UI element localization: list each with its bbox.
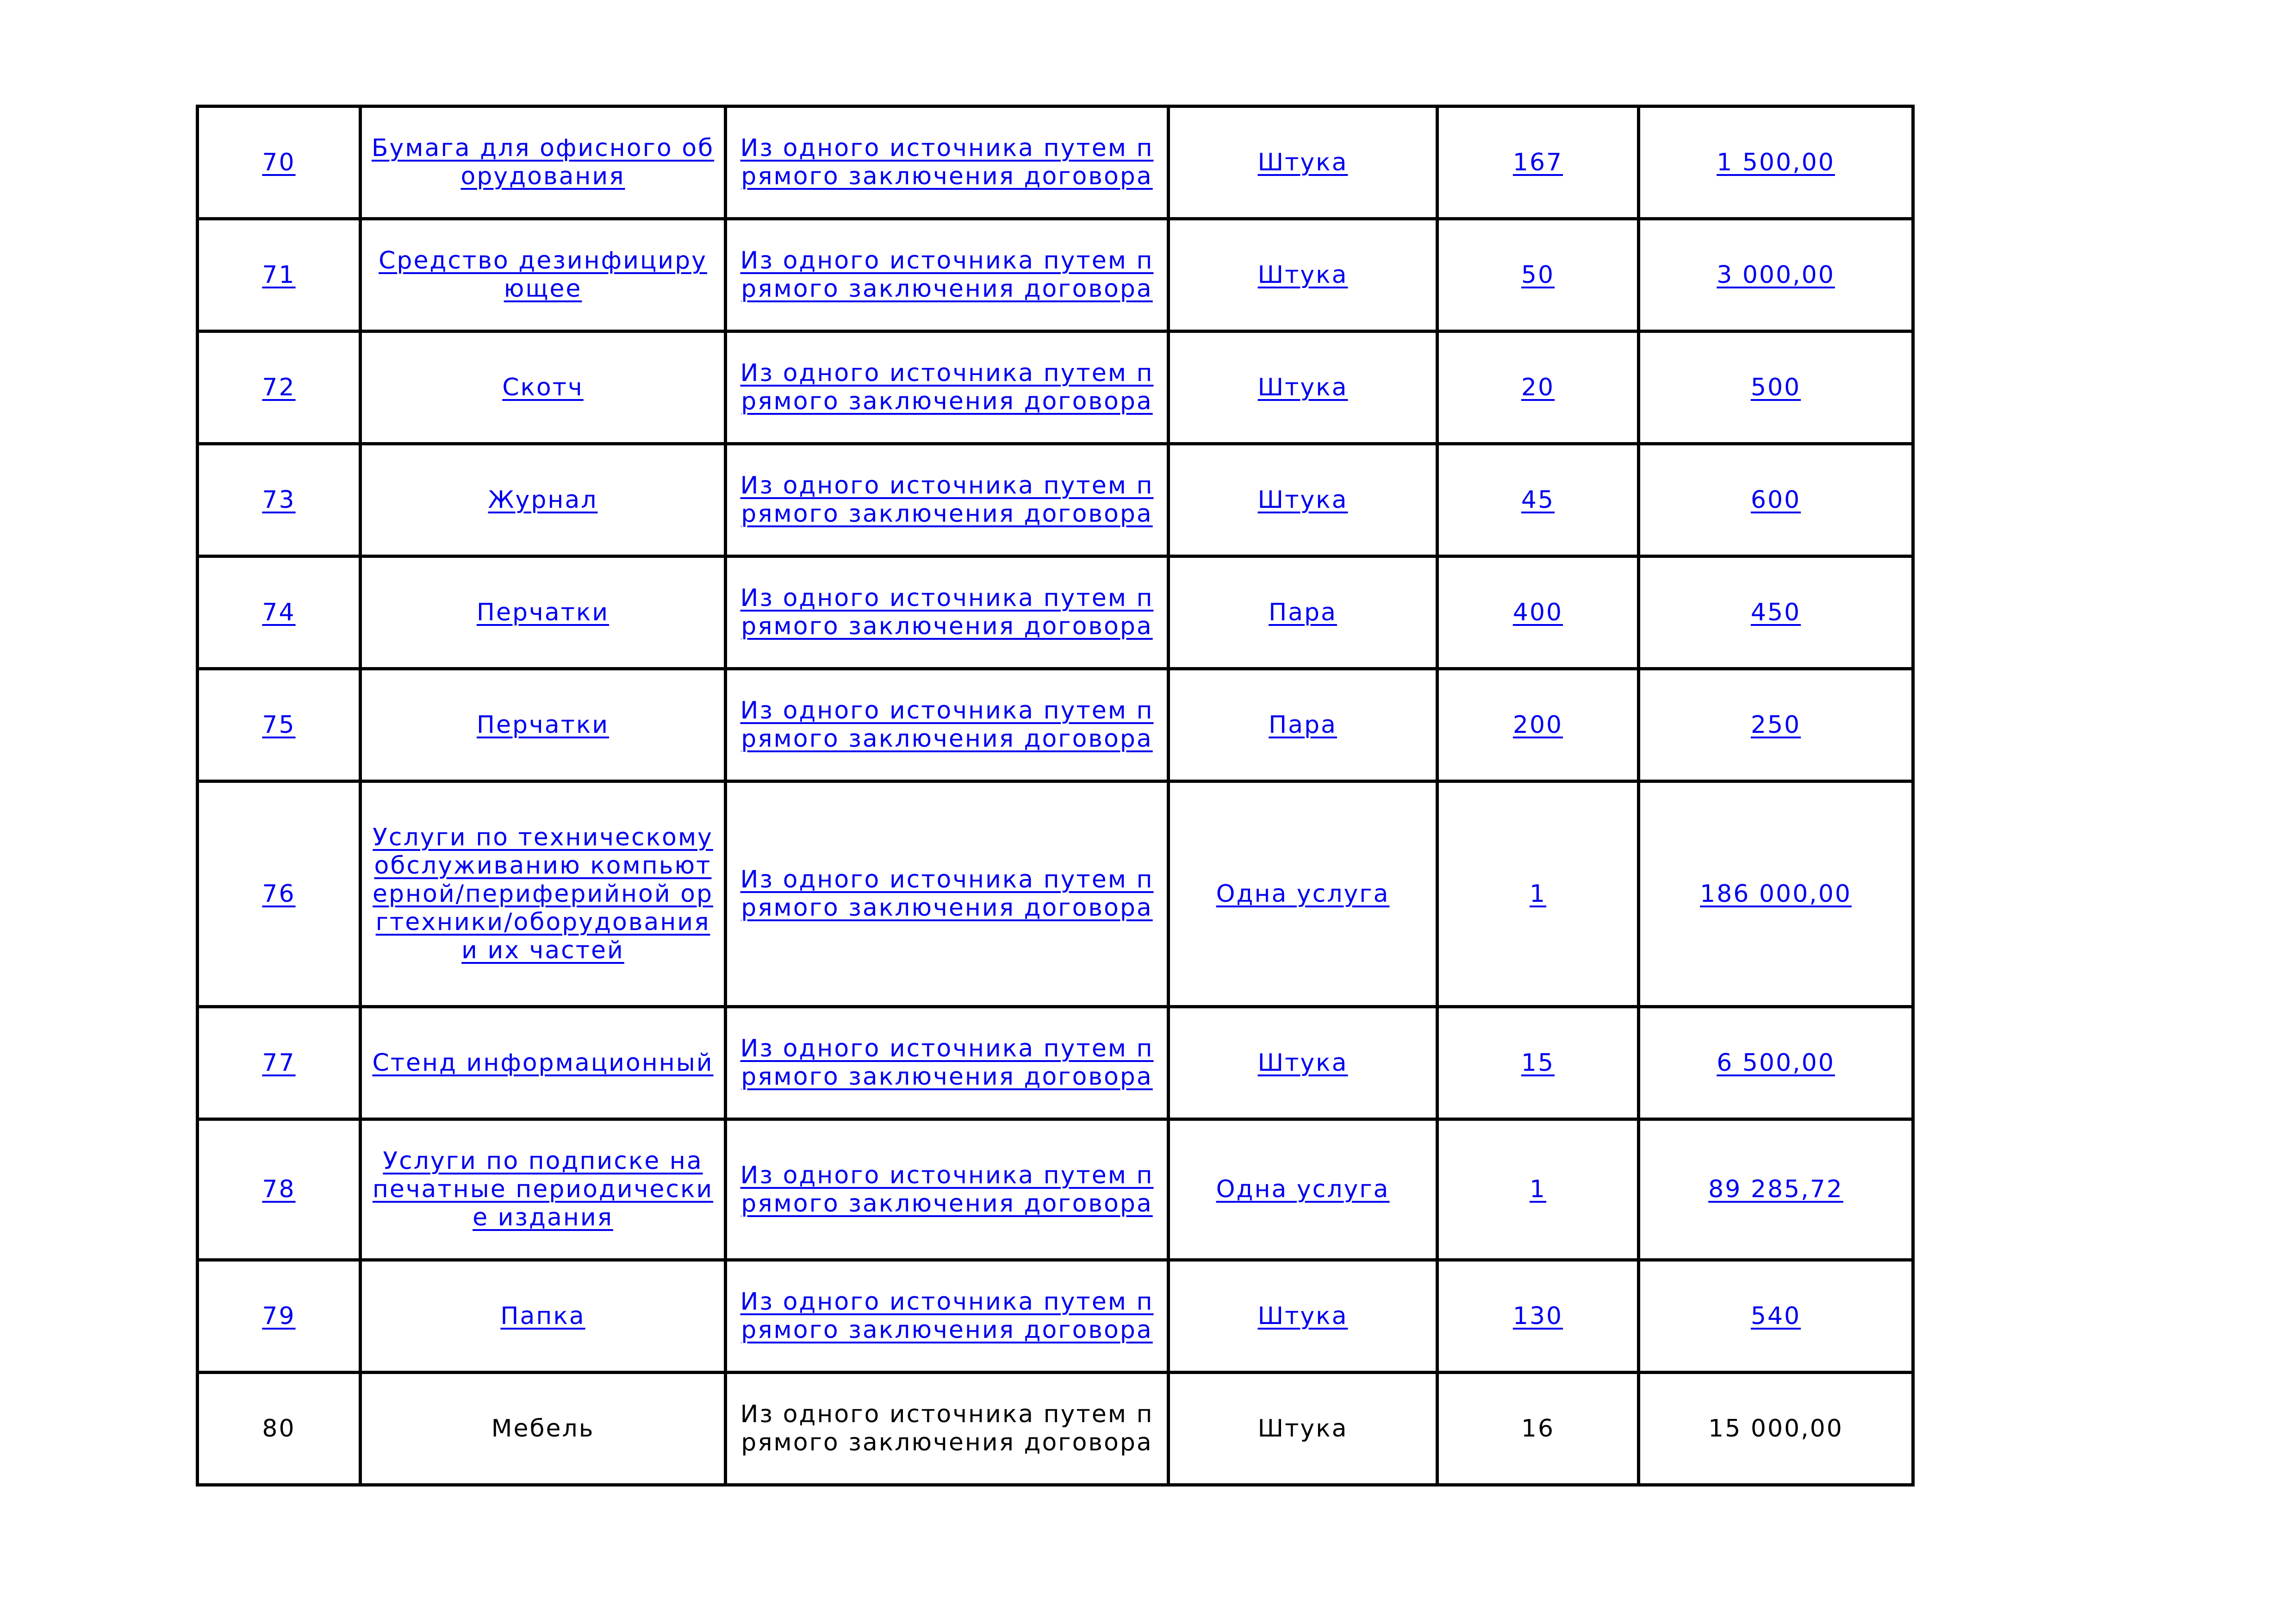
quantity-link[interactable]: 167 <box>1512 148 1563 176</box>
quantity-cell <box>1437 331 1639 444</box>
item-name-cell <box>361 219 726 331</box>
item-name-cell <box>361 781 726 1007</box>
procurement-method-link[interactable]: Из одного источника путем прямого заключения договора <box>740 359 1154 415</box>
procurement-method-cell <box>726 331 1169 444</box>
row-number-link[interactable]: 73 <box>262 486 296 514</box>
procurement-method-cell <box>726 444 1169 556</box>
table-row <box>198 444 1913 556</box>
item-name-link[interactable]: Журнал <box>488 486 598 514</box>
price-cell <box>1639 1119 1913 1260</box>
item-name-cell <box>361 669 726 781</box>
procurement-method-cell <box>726 556 1169 669</box>
quantity-link[interactable]: 1 <box>1529 880 1547 908</box>
item-name-cell <box>361 1007 726 1119</box>
unit-cell <box>1169 106 1437 219</box>
unit-cell <box>1169 556 1437 669</box>
item-name-link[interactable]: Стенд информационный <box>372 1049 714 1077</box>
quantity-link[interactable]: 50 <box>1521 261 1555 289</box>
unit-cell <box>1169 444 1437 556</box>
price-link[interactable]: 500 <box>1750 373 1801 401</box>
price-cell <box>1639 781 1913 1007</box>
quantity-cell <box>1437 556 1639 669</box>
unit-cell <box>1169 1007 1437 1119</box>
row-number-link[interactable]: 75 <box>262 711 296 739</box>
table-row <box>198 781 1913 1007</box>
item-name-link[interactable]: Скотч <box>502 373 584 401</box>
unit-link[interactable]: Штука <box>1257 148 1348 176</box>
price-link[interactable]: 450 <box>1750 598 1801 626</box>
unit-link[interactable]: Штука <box>1257 1302 1348 1330</box>
price-link[interactable]: 3 000,00 <box>1717 261 1835 289</box>
unit-cell <box>1169 1260 1437 1373</box>
row-number-link[interactable]: 79 <box>262 1302 296 1330</box>
procurement-method-link[interactable]: Из одного источника путем прямого заключения договора <box>740 1035 1154 1091</box>
table-row <box>198 1373 1913 1485</box>
row-number-text: 80 <box>262 1414 296 1443</box>
price-link[interactable]: 600 <box>1750 486 1801 514</box>
unit-link[interactable]: Пара <box>1269 598 1337 626</box>
table-row <box>198 219 1913 331</box>
procurement-method-cell <box>726 106 1169 219</box>
price-text: 15 000,00 <box>1708 1414 1843 1443</box>
quantity-link[interactable]: 1 <box>1529 1175 1547 1203</box>
row-number-link[interactable]: 77 <box>262 1049 296 1077</box>
item-name-text: Мебель <box>491 1414 595 1443</box>
row-number-cell <box>198 444 361 556</box>
quantity-link[interactable]: 15 <box>1521 1049 1555 1077</box>
row-number-link[interactable]: 70 <box>262 148 296 176</box>
quantity-link[interactable]: 20 <box>1521 373 1555 401</box>
table-row <box>198 669 1913 781</box>
quantity-cell <box>1437 1119 1639 1260</box>
quantity-cell <box>1437 1373 1639 1485</box>
table-row <box>198 1260 1913 1373</box>
procurement-method-link[interactable]: Из одного источника путем прямого заключения договора <box>740 866 1154 922</box>
quantity-cell <box>1437 669 1639 781</box>
price-link[interactable]: 250 <box>1750 711 1801 739</box>
row-number-link[interactable]: 78 <box>262 1175 296 1203</box>
unit-cell <box>1169 219 1437 331</box>
price-cell <box>1639 444 1913 556</box>
quantity-cell <box>1437 781 1639 1007</box>
row-number-cell <box>198 1373 361 1485</box>
table-row <box>198 556 1913 669</box>
quantity-link[interactable]: 130 <box>1512 1302 1563 1330</box>
procurement-method-cell <box>726 669 1169 781</box>
item-name-cell <box>361 444 726 556</box>
price-link[interactable]: 1 500,00 <box>1717 148 1835 176</box>
row-number-cell <box>198 331 361 444</box>
unit-link[interactable]: Пара <box>1269 711 1337 739</box>
price-cell <box>1639 331 1913 444</box>
item-name-link[interactable]: Бумага для офисного оборудования <box>371 134 715 190</box>
row-number-cell <box>198 556 361 669</box>
quantity-cell <box>1437 1260 1639 1373</box>
procurement-method-link[interactable]: Из одного источника путем прямого заключения договора <box>740 472 1154 528</box>
unit-link[interactable]: Штука <box>1257 261 1348 289</box>
procurement-method-cell <box>726 1260 1169 1373</box>
procurement-method-cell <box>726 1119 1169 1260</box>
unit-cell <box>1169 1119 1437 1260</box>
procurement-table <box>196 105 1915 1487</box>
procurement-method-text: Из одного источника путем прямого заключения договора <box>740 1400 1154 1456</box>
item-name-cell <box>361 331 726 444</box>
item-name-link[interactable]: Услуги по техническому обслуживанию компьютерной/периферийной оргтехники/оборудования и их частей <box>373 823 713 964</box>
row-number-link[interactable]: 74 <box>262 598 296 626</box>
unit-link[interactable]: Штука <box>1257 486 1348 514</box>
item-name-link[interactable]: Перчатки <box>476 711 610 739</box>
row-number-cell <box>198 1119 361 1260</box>
procurement-table-body <box>198 106 1913 1485</box>
unit-text: Штука <box>1257 1414 1348 1443</box>
row-number-cell <box>198 219 361 331</box>
price-link[interactable]: 186 000,00 <box>1700 880 1852 908</box>
procurement-method-link[interactable]: Из одного источника путем прямого заключения договора <box>740 1288 1154 1344</box>
row-number-link[interactable]: 76 <box>262 880 296 908</box>
quantity-cell <box>1437 106 1639 219</box>
price-cell <box>1639 1373 1913 1485</box>
price-cell <box>1639 106 1913 219</box>
unit-link[interactable]: Одна услуга <box>1216 1175 1390 1203</box>
procurement-method-link[interactable]: Из одного источника путем прямого заключения договора <box>740 134 1154 190</box>
unit-cell <box>1169 781 1437 1007</box>
row-number-link[interactable]: 72 <box>262 373 296 401</box>
quantity-cell <box>1437 219 1639 331</box>
procurement-method-cell <box>726 219 1169 331</box>
item-name-cell <box>361 1119 726 1260</box>
price-link[interactable]: 89 285,72 <box>1708 1175 1843 1203</box>
unit-cell <box>1169 331 1437 444</box>
procurement-method-cell <box>726 781 1169 1007</box>
item-name-link[interactable]: Средство дезинфицирующее <box>379 247 707 303</box>
procurement-method-link[interactable]: Из одного источника путем прямого заключения договора <box>740 584 1154 640</box>
row-number-cell <box>198 1260 361 1373</box>
price-link[interactable]: 540 <box>1750 1302 1801 1330</box>
item-name-link[interactable]: Папка <box>500 1302 585 1330</box>
unit-link[interactable]: Штука <box>1257 373 1348 401</box>
price-cell <box>1639 669 1913 781</box>
quantity-link[interactable]: 45 <box>1521 486 1555 514</box>
table-row <box>198 331 1913 444</box>
quantity-cell <box>1437 1007 1639 1119</box>
item-name-cell <box>361 106 726 219</box>
item-name-link[interactable]: Перчатки <box>476 598 610 626</box>
item-name-link[interactable]: Услуги по подписке на печатные периодические издания <box>372 1147 714 1231</box>
unit-link[interactable]: Одна услуга <box>1216 880 1390 908</box>
quantity-link[interactable]: 200 <box>1512 711 1563 739</box>
quantity-text: 16 <box>1521 1414 1555 1443</box>
price-cell <box>1639 556 1913 669</box>
procurement-method-cell <box>726 1007 1169 1119</box>
table-row <box>198 106 1913 219</box>
item-name-cell <box>361 1373 726 1485</box>
quantity-cell <box>1437 444 1639 556</box>
price-cell <box>1639 1260 1913 1373</box>
row-number-cell <box>198 1007 361 1119</box>
unit-cell <box>1169 1373 1437 1485</box>
row-number-link[interactable]: 71 <box>262 261 296 289</box>
procurement-method-link[interactable]: Из одного источника путем прямого заключения договора <box>740 1161 1154 1218</box>
price-link[interactable]: 6 500,00 <box>1717 1049 1835 1077</box>
row-number-cell <box>198 781 361 1007</box>
row-number-cell <box>198 106 361 219</box>
price-cell <box>1639 219 1913 331</box>
quantity-link[interactable]: 400 <box>1512 598 1563 626</box>
row-number-cell <box>198 669 361 781</box>
table-row <box>198 1007 1913 1119</box>
procurement-method-link[interactable]: Из одного источника путем прямого заключения договора <box>740 247 1154 303</box>
unit-link[interactable]: Штука <box>1257 1049 1348 1077</box>
unit-cell <box>1169 669 1437 781</box>
table-row <box>198 1119 1913 1260</box>
price-cell <box>1639 1007 1913 1119</box>
item-name-cell <box>361 556 726 669</box>
procurement-method-link[interactable]: Из одного источника путем прямого заключения договора <box>740 697 1154 753</box>
item-name-cell <box>361 1260 726 1373</box>
procurement-method-cell <box>726 1373 1169 1485</box>
